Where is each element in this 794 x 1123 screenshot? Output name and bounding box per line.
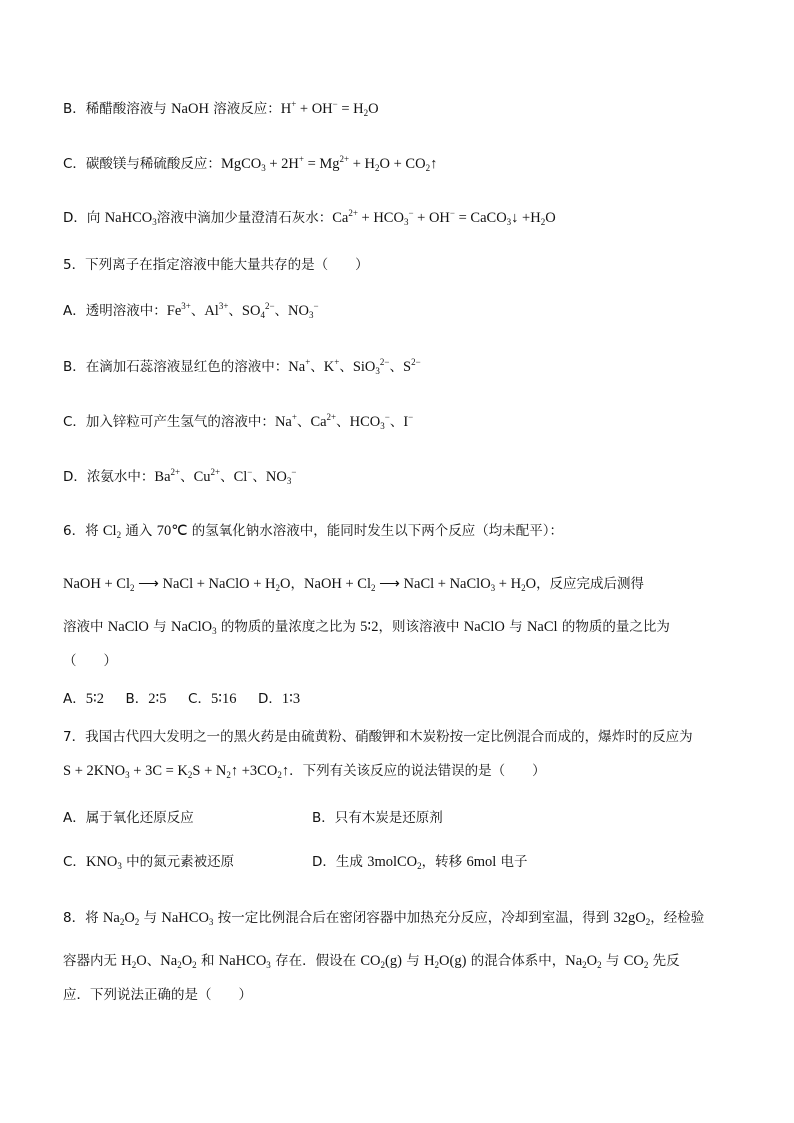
question-4-option-d: D．向 NaHCO$_3$溶液中滴加少量澄清石灰水：$Ca^{2+} + HCO_3^- + OH^-$ = CaCO$_3$↓ $+H_2O$ (63, 208, 556, 227)
question-5-option-a: A．透明溶液中：$Fe^{3+}$、$Al^{3+}$、$SO_4^{2-}$、$NO_3^-$ (63, 301, 319, 320)
question-6-blank: （ ） (63, 653, 117, 669)
question-5-option-d: D．浓氨水中：$Ba^{2+}$、$Cu^{2+}$、Cl−、$NO_3^-$ (63, 467, 297, 486)
question-6-condition: 溶液中 NaClO 与 NaClO$_3$ 的物质的量浓度之比为 5∶2，则该溶液中 NaClO 与 NaCl 的物质的量之比为 (63, 619, 670, 636)
question-5-option-c: C．加入锌粒可产生氢气的溶液中：Na+、$Ca^{2+}$、$HCO_3^-$、I− (63, 412, 414, 431)
question-5-option-b: B．在滴加石蕊溶液显红色的溶液中：Na+、K+、SiO$_3^{2-}$、$S^{2-}$ (63, 357, 421, 376)
question-5-stem: 5．下列离子在指定溶液中能大量共存的是（ ） (63, 257, 369, 273)
question-7-option-c: C．$KNO_3$ 中的氮元素被还原 (63, 854, 235, 871)
question-7-equation: $S + 2KNO_3 + 3C = K_2S$ + $N_2↑$ $+3CO_2↑$．下列有关该反应的说法错误的是（ ） (63, 763, 546, 780)
question-8-stem-2: 容器内无 $H_2O$、$Na_2O_2$ 和 NaHCO$_3$ 存在．假设在 $CO_2(g)$ 与 $H_2O(g)$ 的混合体系中，$Na_2O_2$ 与 $CO_2$ 先反 (63, 953, 680, 970)
question-8-stem-3: 应．下列说法正确的是（ ） (63, 987, 252, 1003)
question-6-options: A．5∶2 B．2∶5 C．5∶16 D．1∶3 (63, 691, 301, 707)
question-7-stem: 7．我国古代四大发明之一的黑火药是由硫黄粉、硝酸钾和木炭粉按一定比例混合而成的，爆炸时的反应为 (63, 729, 693, 745)
question-7-option-b: B．只有木炭是还原剂 (312, 810, 443, 826)
question-4-option-c: C．碳酸镁与稀硫酸反应：MgCO$_3$ + $2H^+ = Mg^{2+} + H_2O$ + $CO_2↑$ (63, 154, 438, 173)
question-6-stem: 6．将 $Cl_2$ 通入 70℃ 的氢氧化钠水溶液中，能同时发生以下两个反应（均未配平）： (63, 523, 564, 540)
question-8-stem-1: 8．将 $Na_2O_2$ 与 NaHCO$_3$ 按一定比例混合后在密闭容器中加热充分反应，冷却到室温，得到 $32gO_2$，经检验 (63, 910, 705, 927)
question-6-equations: NaOH + $Cl_2$ ⟶ NaCl + NaClO + $H_2O$，NaOH + $Cl_2$ ⟶ NaCl + NaClO$_3$ + $H_2O$，反应完成后测得 (63, 576, 645, 593)
question-7-option-d: D．生成 3molCO$_2$，转移 6mol 电子 (312, 854, 528, 871)
question-4-option-b: B．稀醋酸溶液与 NaOH 溶液反应：$H^+ + OH^- = H_2O$ (63, 99, 379, 118)
question-7-option-a: A．属于氧化还原反应 (63, 810, 194, 826)
